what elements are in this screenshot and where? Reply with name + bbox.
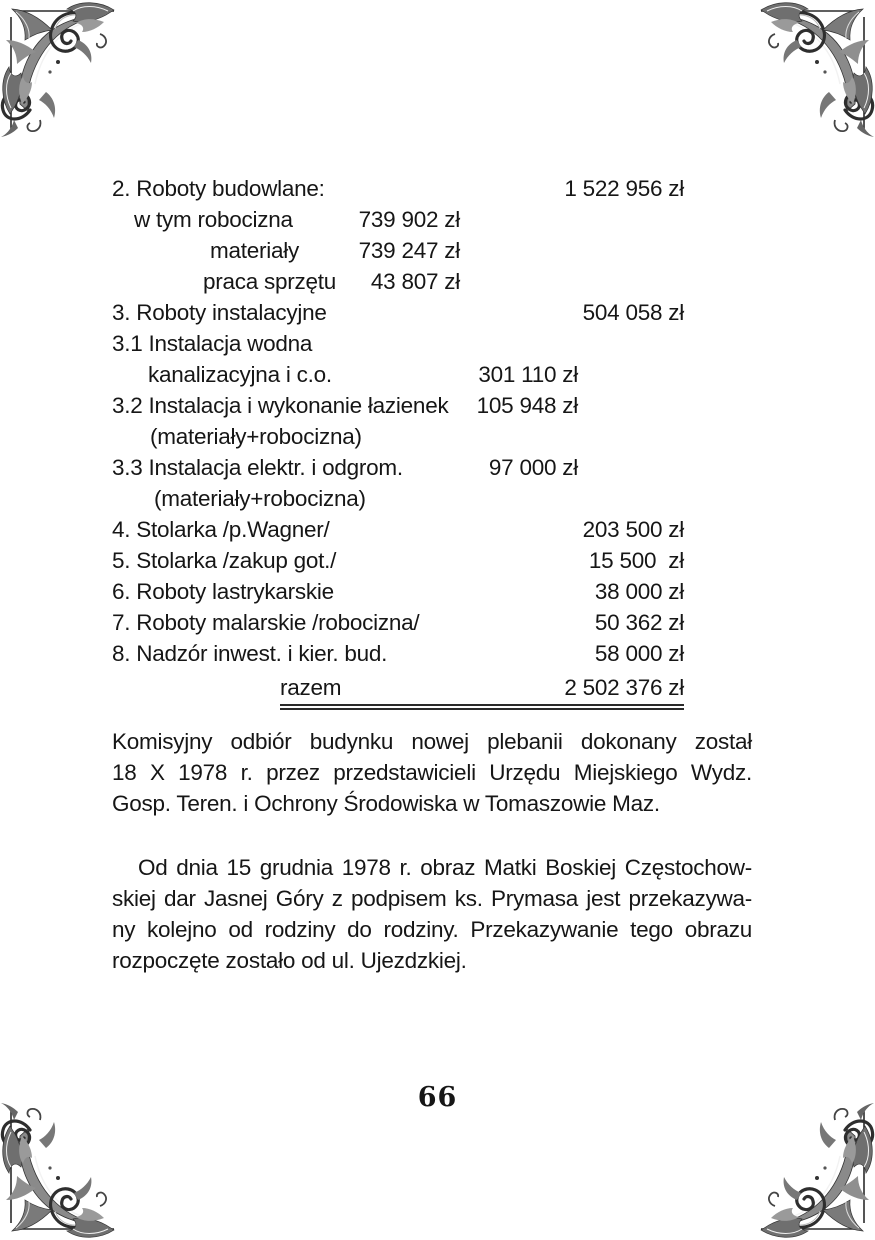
cost-row xyxy=(112,607,684,638)
cost-row-value: 739 902 zł xyxy=(358,207,460,232)
cost-row xyxy=(112,483,684,514)
cost-row-label: 3. Roboty instalacyjne xyxy=(112,300,327,325)
cost-row-label: 5. Stolarka /zakup got./ xyxy=(112,548,337,573)
cost-row-value: 50 362 zł xyxy=(594,610,684,635)
paragraph-line: Gosp. Teren. i Ochrony Środowiska w Tomaszowie Maz. xyxy=(112,791,660,816)
page-number: 66 xyxy=(417,1082,458,1113)
cost-row-label: 8. Nadzór inwest. i kier. bud. xyxy=(112,641,388,666)
paragraph-line: ny kolejno od rodziny do rodziny. Przekazywanie tego obrazu xyxy=(112,917,752,942)
paragraph-line: Komisyjny odbiór budynku nowej plebanii dokonany został xyxy=(112,729,752,754)
cost-row-value: 105 948 zł xyxy=(476,393,578,418)
cost-row xyxy=(112,421,684,452)
cost-row-label: (materiały+robocizna) xyxy=(150,424,362,449)
cost-row-value: 203 500 zł xyxy=(582,517,684,542)
cost-row-label: materiały xyxy=(210,238,300,263)
cost-total-value: 2 502 376 zł xyxy=(564,675,684,700)
corner-ornament-top-right xyxy=(753,0,875,140)
cost-row xyxy=(112,514,684,545)
cost-row-label: (materiały+robocizna) xyxy=(154,486,366,511)
paragraph-line: skiej dar Jasnej Góry z podpisem ks. Prymasa jest przekazywa- xyxy=(112,886,752,911)
cost-row-value: 15 500 zł xyxy=(588,548,684,573)
acanthus-flourish-icon xyxy=(753,0,875,140)
cost-row xyxy=(112,204,460,235)
cost-row-label: kanalizacyjna i c.o. xyxy=(148,362,332,387)
cost-row xyxy=(112,266,460,297)
cost-row-value: 1 522 956 zł xyxy=(564,176,684,201)
cost-row xyxy=(112,452,578,483)
corner-ornament-top-left xyxy=(0,0,122,140)
cost-total-row xyxy=(280,672,684,710)
paragraph-line: 18 X 1978 r. przez przedstawicieli Urzędu Miejskiego Wydz. xyxy=(112,760,752,785)
cost-row-value: 504 058 zł xyxy=(582,300,684,325)
cost-row-label: 2. Roboty budowlane: xyxy=(112,176,325,201)
cost-row xyxy=(112,173,684,204)
corner-ornament-bottom-left xyxy=(0,1100,122,1240)
paragraph xyxy=(112,852,752,976)
cost-row xyxy=(112,235,460,266)
cost-row xyxy=(112,638,684,669)
cost-row-value: 301 110 zł xyxy=(478,362,578,387)
acanthus-flourish-icon xyxy=(0,1100,122,1240)
body-text xyxy=(112,726,752,976)
cost-row-label: 3.3 Instalacja elektr. i odgrom. xyxy=(112,455,403,480)
cost-row-label: w tym robocizna xyxy=(134,207,293,232)
cost-row-label: 3.1 Instalacja wodna xyxy=(112,331,313,356)
cost-row-label: 3.2 Instalacja i wykonanie łazienek xyxy=(112,393,449,418)
cost-row-label: praca sprzętu xyxy=(203,269,337,294)
cost-row xyxy=(112,545,684,576)
cost-row-value: 97 000 zł xyxy=(488,455,578,480)
cost-row xyxy=(112,390,578,421)
cost-row-value: 739 247 zł xyxy=(358,238,460,263)
cost-row-label: 7. Roboty malarskie /robocizna/ xyxy=(112,610,420,635)
cost-row xyxy=(112,297,684,328)
cost-row xyxy=(112,576,684,607)
cost-row-value: 38 000 zł xyxy=(594,579,684,604)
cost-row-value: 58 000 zł xyxy=(594,641,684,666)
acanthus-flourish-icon xyxy=(753,1100,875,1240)
paragraph-line: rozpoczęte zostało od ul. Ujezdzkiej. xyxy=(112,948,467,973)
cost-row-label: 6. Roboty lastrykarskie xyxy=(112,579,334,604)
cost-row-value: 43 807 zł xyxy=(370,269,460,294)
cost-total-label: razem xyxy=(280,675,342,700)
cost-row xyxy=(112,328,684,359)
paragraph-line: Od dnia 15 grudnia 1978 r. obraz Matki Boskiej Częstochow- xyxy=(138,855,752,880)
cost-list xyxy=(112,173,684,710)
acanthus-flourish-icon xyxy=(0,0,122,140)
cost-row-label: 4. Stolarka /p.Wagner/ xyxy=(112,517,330,542)
paragraph xyxy=(112,726,752,819)
cost-row xyxy=(112,359,578,390)
corner-ornament-bottom-right xyxy=(753,1100,875,1240)
